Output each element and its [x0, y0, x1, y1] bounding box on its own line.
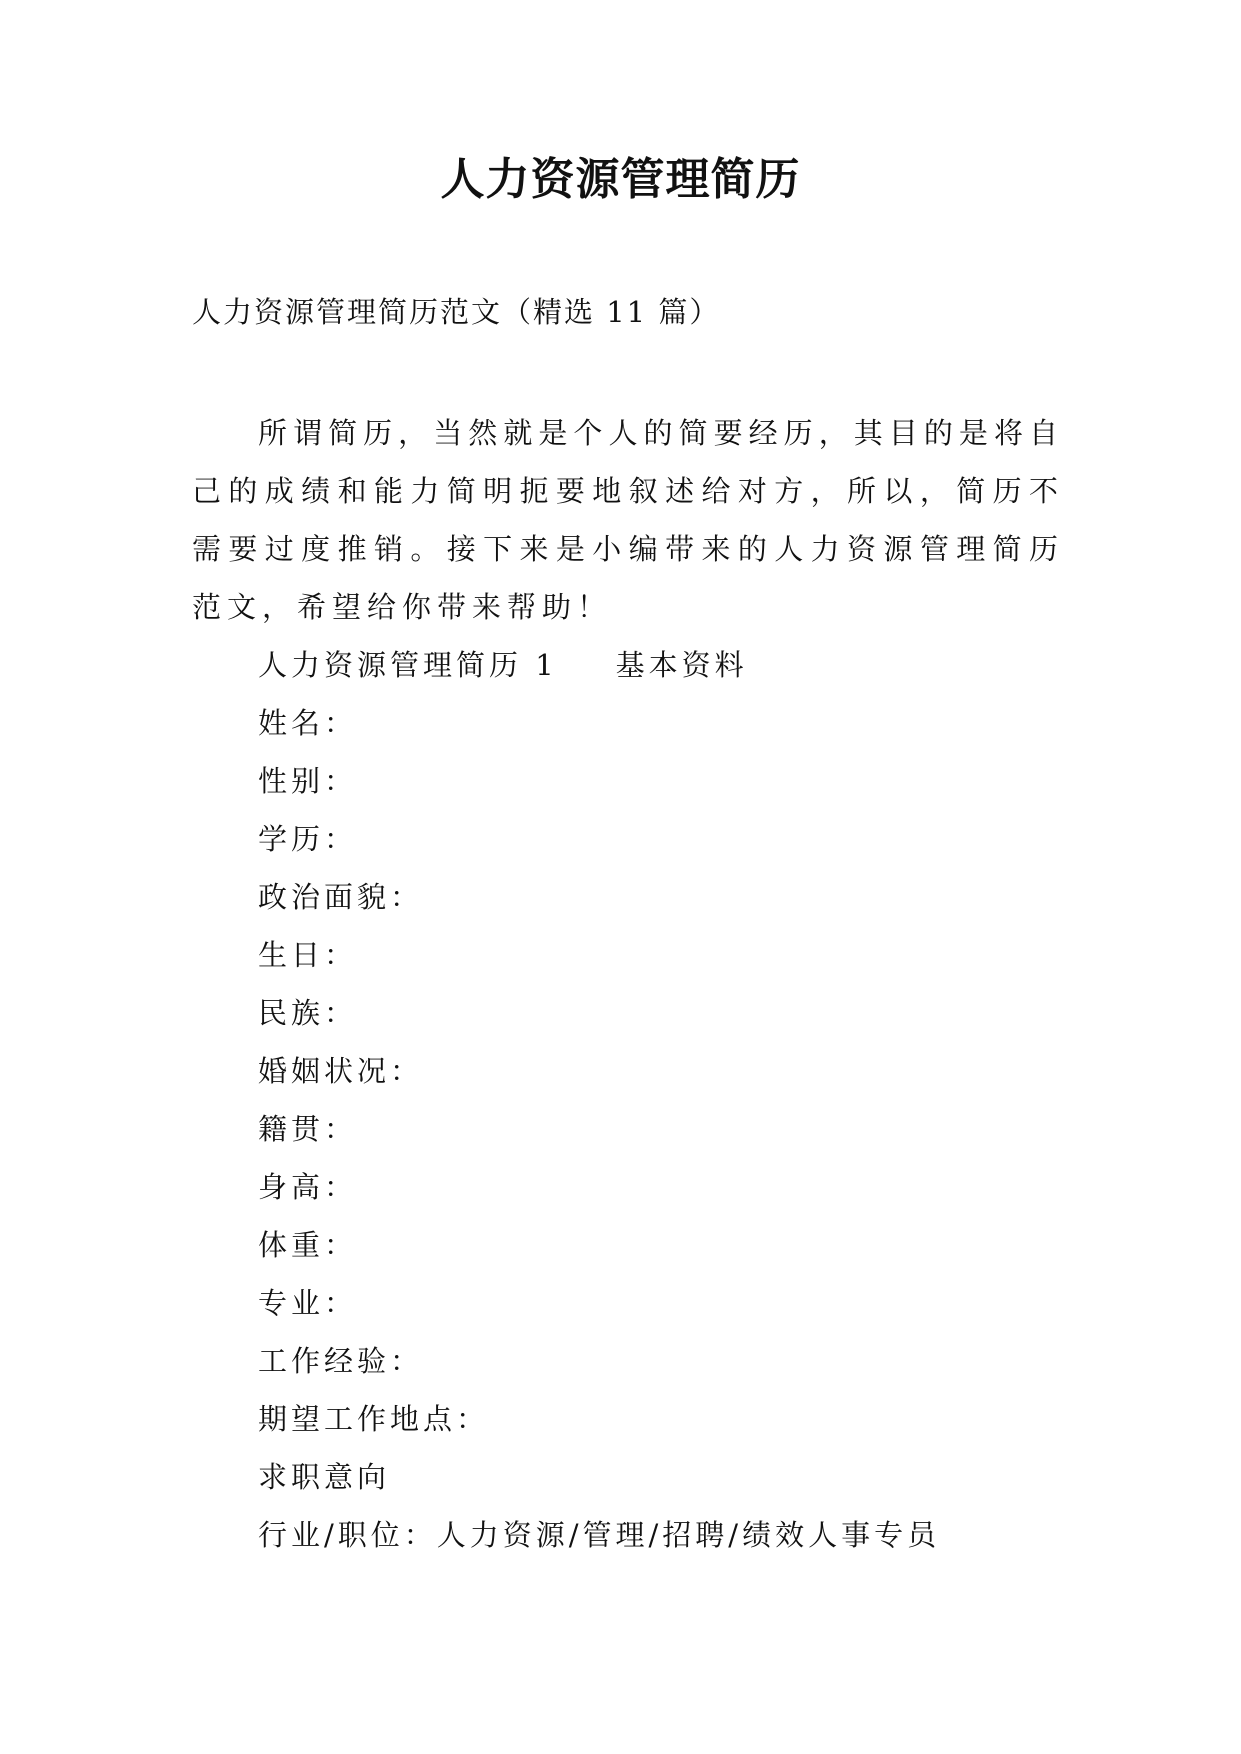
- section-subheading: 基本资料: [615, 648, 748, 682]
- field-work-experience: 工作经验：: [258, 1344, 424, 1378]
- field-education: 学历：: [258, 822, 358, 856]
- field-weight: 体重：: [258, 1228, 358, 1262]
- document-subtitle: 人力资源管理简历范文（精选 11 篇）: [192, 295, 721, 329]
- resume-field-list: [258, 636, 1108, 1564]
- intro-paragraph: 所谓简历，当然就是个人的简要经历，其目的是将自己的成绩和能力简明扼要地叙述给对方，所以，简历不需要过度推销。接下来是小编带来的人力资源管理简历范文，希望给你带来帮助！: [192, 416, 1064, 624]
- field-gender: 性别：: [258, 764, 358, 798]
- field-political-status: 政治面貌：: [258, 880, 424, 914]
- section-heading-line: [258, 636, 1108, 694]
- field-desired-location: 期望工作地点：: [258, 1402, 490, 1436]
- field-major: 专业：: [258, 1286, 358, 1320]
- field-job-intention: 求职意向: [258, 1460, 391, 1494]
- field-name: 姓名：: [258, 706, 358, 740]
- field-industry-position: 行业/职位：人力资源/管理/招聘/绩效人事专员: [258, 1518, 941, 1552]
- field-ethnicity: 民族：: [258, 996, 358, 1030]
- field-height: 身高：: [258, 1170, 358, 1204]
- field-marital-status: 婚姻状况：: [258, 1054, 424, 1088]
- section-heading: 人力资源管理简历 1: [258, 648, 558, 682]
- field-birthday: 生日：: [258, 938, 358, 972]
- field-native-place: 籍贯：: [258, 1112, 358, 1146]
- document-title: 人力资源管理简历: [440, 154, 801, 205]
